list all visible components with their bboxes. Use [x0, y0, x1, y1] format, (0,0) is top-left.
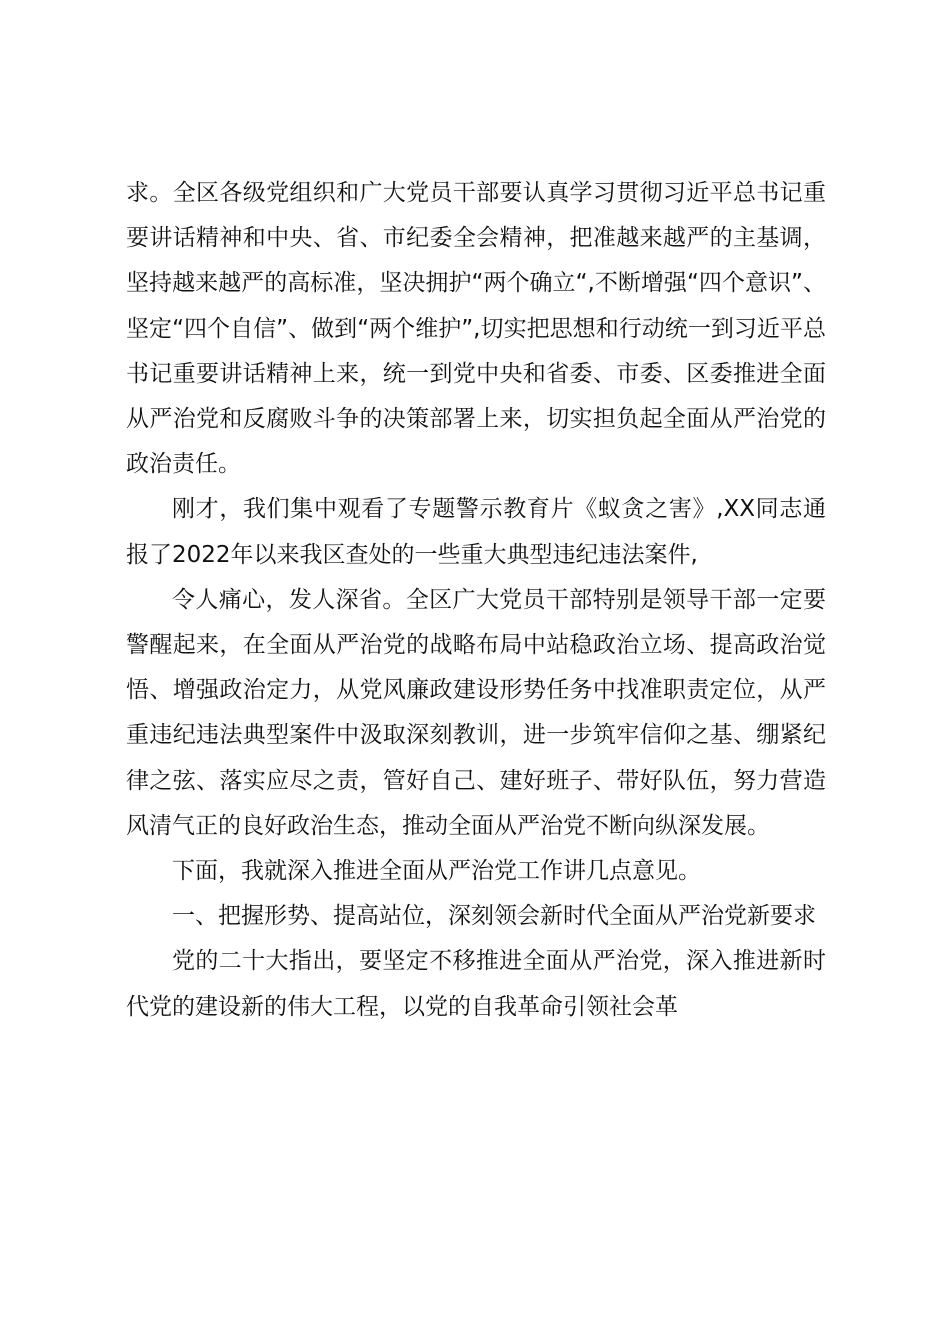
paragraph-continuation: 求。全区各级党组织和广大党员干部要认真学习贯彻习近平总书记重要讲话精神和中央、省、市纪委全会精神，把准越来越严的主基调，坚持越来越严的高标准，坚决拥护“两个确立“,不断增强“四个意识”、坚定“四个自信”、做到“两个维护”,切实把思想和行动统一到习近平总书记重要讲话精神上来，统一到党中央和省委、市委、区委推进全面从严治党和反腐败斗争的决策部署上来，切实担负起全面从严治党的政治责任。: [126, 180, 826, 478]
paragraph-warning-film: 刚才，我们集中观看了专题警示教育片《蚁贪之害》,XX同志通报了2022年以来我区查处的一些重大典型违纪违法案件,: [126, 496, 826, 568]
paragraph-party-congress: 党的二十大指出，要坚定不移推进全面从严治党，深入推进新时代党的建设新的伟大工程，以党的自我革命引领社会革: [126, 948, 826, 1020]
paragraph-intro-opinions: 下面，我就深入推进全面从严治党工作讲几点意见。: [172, 858, 701, 885]
section-heading-1: 一、把握形势、提高站位，深刻领会新时代全面从严治党新要求: [172, 903, 816, 930]
paragraph-lessons: 令人痛心，发人深省。全区广大党员干部特别是领导干部一定要警醒起来，在全面从严治党的战略布局中站稳政治立场、提高政治觉悟、增强政治定力，从党风廉政建设形势任务中找准职责定位，从严重违纪违法典型案件中汲取深刻教训，进一步筑牢信仰之基、绷紧纪律之弦、落实应尽之责，管好自己、建好班子、带好队伍，努力营造风清气正的良好政治生态，推动全面从严治党不断向纵深发展。: [126, 586, 826, 839]
document-body: [126, 171, 826, 1030]
